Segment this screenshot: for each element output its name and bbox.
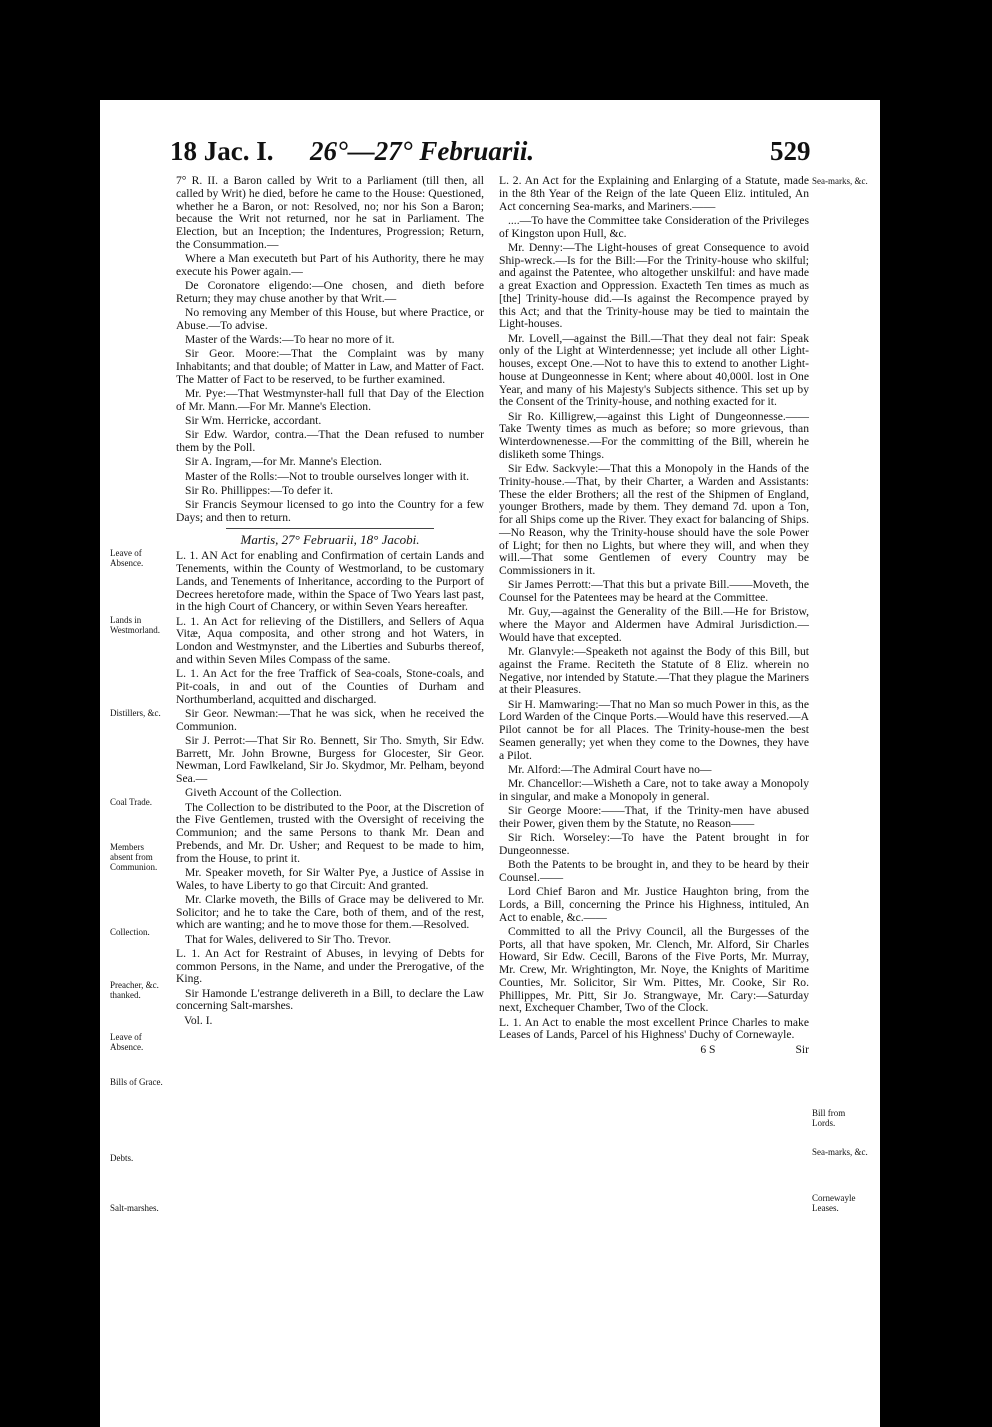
paragraph: Sir A. Ingram,—for Mr. Manne's Election.	[185, 455, 382, 469]
paragraph: Lord Chief Baron and Mr. Justice Haughton bring, from the Lords, a Bill, concerning the Prince his Highness, intituled, An Act to enable, &c.——	[499, 885, 809, 924]
document-page	[100, 100, 880, 1427]
margin-note: Lands in Westmorland.	[110, 615, 161, 635]
paragraph: Master of the Rolls:—Not to trouble ourselves longer with it.	[185, 469, 470, 483]
header-regnal-year: 18 Jac. I.	[170, 136, 274, 166]
margin-note: Distillers, &c.	[110, 708, 161, 718]
paragraph: Sir Rich. Worseley:—To have the Patent brought in for Dungeonnesse.	[499, 831, 809, 857]
catchword: Sir	[795, 1042, 809, 1056]
margin-note: Bill from Lords.	[812, 1108, 846, 1128]
margin-note: Sea-marks, &c.	[812, 176, 868, 186]
paragraph: Mr. Glanvyle:—Speaketh not against the Body of this Bill, but against the Frame. Reciteth the Statute of 8 Eliz. wherein no Negative, nor intended by Statute.—That they plague the Mariners at their Pleasures.	[499, 645, 809, 697]
paragraph: Mr. Denny:—The Light-houses of great Consequence to avoid Ship-wreck.—Is for the Bill:—For the Trinity-house who skilful; and against the Patentee, who altogether unskilful: and have made a great Exaction and Oppression. Exacteth Ten times as much as [the] Trinity-house did.—Is against the Recompence prayed by this Act; and that the Trinity-house may be tied to maintain the Light-houses.	[499, 240, 809, 331]
paragraph: The Collection to be distributed to the Poor, at the Discretion of the Five Gentlemen, trusted with the Oversight of receiving the Communion; and the same Persons to thank Mr. Dean and Prebends, and Mr. Dr. Usher; and Request to be made to him, from the House, to print it.	[176, 800, 484, 865]
margin-note: Coal Trade.	[110, 797, 153, 807]
paragraph: Giveth Account of the Collection.	[185, 786, 342, 800]
paragraph: That for Wales, delivered to Sir Tho. Trevor.	[185, 932, 392, 946]
paragraph: Sir Wm. Herricke, accordant.	[185, 414, 322, 427]
paragraph: Where a Man executeth but Part of his Authority, there he may execute his Power again.—	[176, 252, 484, 278]
paragraph: Mr. Lovell,—against the Bill.—That they deal not fair: Speak only of the Light at Winterdennesse; yet include all other Light-houses, except One.—Not to have this to extend to another Light-house at Dungeonnesse in Kent; where about 40,000l. lost in One Year, and many of his Majesty's Subjects sithence. This set up by the Consent of the Trinity-house, and nothing exacted for it.	[499, 331, 809, 409]
margin-note: Bills of Grace.	[110, 1077, 163, 1087]
bill-paragraph: L. 2. An Act for the Explaining and Enlarging of a Statute, made in the 8th Year of the Reign of the late Queen Eliz. intituled, An Act concerning Sea-marks, and Mariners.——	[499, 174, 809, 213]
page-number: 529	[770, 136, 811, 166]
signature-mark: 6 S	[700, 1042, 716, 1056]
paragraph: De Coronatore eligendo:—One chosen, and dieth before Return; they may chuse another by that Writ.—	[176, 279, 484, 305]
paragraph: Sir Edw. Sackvyle:—That this a Monopoly in the Hands of the Trinity-house.—That, by their Charter, a Warden and Assistants: These the elder Brothers; all the rest of the Shipmen of England, younger Brothers, made by them. They demand 7d. upon a Ton, for all Ships come up the River. They exact for balancing of Ships.—No Reason, why the Trinity-house should have the sole Power of Light; for then no Lights, but where they will, and when they will.—That some Gentlemen of every Country may be Commissioners in it.	[499, 462, 809, 577]
paragraph: Sir James Perrott:—That this but a private Bill.——Moveth, the Counsel for the Patentees may be heard at the Committee.	[499, 578, 809, 604]
paragraph: Mr. Chancellor:—Wisheth a Care, not to take away a Monopoly in singular, and make a Monopoly in general.	[499, 777, 809, 803]
margin-note: Leave of Absence.	[110, 1032, 144, 1052]
paragraph: Sir J. Perrot:—That Sir Ro. Bennett, Sir Tho. Smyth, Sir Edw. Barrett, Mr. John Browne, Burgess for Glocester, Sir Geor. Newman, Lord Fawlkeland, Sir Jo. Skydmor, Mr. Pelham, beyond Sea.—	[176, 733, 484, 785]
paragraph: Sir Hamonde L'estrange delivereth in a Bill, to declare the Law concerning Salt-marshes.	[176, 986, 484, 1013]
bill-paragraph: L. 1. An Act for the free Traffick of Sea-coals, Stone-coals, and Pit-coals, in and out of the Counties of Durham and Northumberland, acquitted and discharged.	[176, 667, 484, 706]
paragraph: Sir Ro. Killigrew,—against this Light of Dungeonnesse.——Take Twenty times as much as before; so more grievous, than Winterdownenesse.—For the committing of the Bill, wherein he disliketh some Things.	[499, 409, 809, 461]
paragraph: No removing any Member of this House, but where Practice, or Abuse.—To advise.	[176, 306, 484, 332]
section-heading: Martis, 27° Februarii, 18° Jacobi.	[240, 531, 420, 547]
paragraph: Sir H. Mamwaring:—That no Man so much Power in this, as the Lord Warden of the Cinque Ports.—Would have this reserved.—A Pilot cannot be for all Places. The Trinity-house-men the best Seamen generally; yet when they come to the Downes, they have a Pilot.	[499, 697, 809, 762]
right-column	[499, 175, 809, 1058]
margin-note: Sea-marks, &c.	[812, 1147, 868, 1157]
paragraph: Master of the Wards:—To hear no more of it.	[185, 333, 395, 346]
signature-footer	[499, 1044, 809, 1057]
bill-paragraph: L. 1. An Act for relieving of the Distillers, and Sellers of Aqua Vitæ, Aqua composita, and other strong and hot Waters, in London and Westmynster, and the Liberties and Suburbs thereof, and within Seven Miles Compass of the same.	[176, 614, 484, 666]
paragraph: Both the Patents to be brought in, and they to be heard by their Counsel.——	[499, 858, 809, 884]
paragraph: 7° R. II. a Baron called by Writ to a Parliament (till then, all called by Writ) he died, before he came to the House: Questioned, whether he a Baron, or not: Resolved, no; nor his Son a Baron; because the Writ not returned, nor he sat in Parliament. The Election, but an Inception; the Indentures, Progression; Return, the Consummation.—	[176, 174, 484, 251]
header-date: 26°—27° Februarii.	[310, 136, 535, 166]
section-rule	[226, 528, 434, 529]
margin-note: Members absent from Communion.	[110, 842, 158, 872]
bill-paragraph: L. 1. An Act for Restraint of Abuses, in levying of Debts for common Persons, in the Name, and under the Prerogative, of the King.	[176, 946, 484, 986]
paragraph: Sir Geor. Newman:—That he was sick, when he received the Communion.	[176, 706, 484, 733]
paragraph: Mr. Guy,—against the Generality of the Bill.—He for Bristow, where the Mayor and Aldermen have Admiral Jurisdiction.—Would have that excepted.	[499, 605, 809, 644]
paragraph: Sir Ro. Phillippes:—To defer it.	[185, 483, 333, 497]
margin-note: Salt-marshes.	[110, 1203, 159, 1213]
bill-paragraph: L. 1. An Act to enable the most excellent Prince Charles to make Leases of Lands, Parcel of his Highness' Duchy of Cornewayle.	[499, 1015, 809, 1042]
left-column	[176, 175, 484, 1029]
margin-note: Preacher, &c. thanked.	[110, 980, 159, 1000]
paragraph: Committed to all the Privy Council, all the Burgesses of the Ports, all that have spoken, Mr. Clench, Mr. Alford, Sir Charles Howard, Sir Edw. Cecill, Barons of the Five Ports, Mr. Murray, Mr. Crew, Mr. Wrightington, Mr. Noye, the Knights of Maritime Counties, Mr. Solicitor, Sir Wm. Pittes, Mr. Cooke, Sir Ro. Phillippes, Mr. Pitt, Sir Jo. Strangwaye, Mr. Cary:—Saturday next, Exchequer Chamber, Two of the Clock.	[499, 924, 809, 1015]
margin-note: Leave of Absence.	[110, 548, 144, 568]
paragraph: Mr. Alford:—The Admiral Court have no—	[508, 762, 712, 776]
paragraph: Mr. Clarke moveth, the Bills of Grace may be delivered to Mr. Solicitor; and he to take the Care, both of them, and of the rest, which are wanting; and he to move those for them.—Resolved.	[176, 892, 484, 932]
paragraph: Mr. Speaker moveth, for Sir Walter Pye, a Justice of Assise in Wales, to have Liberty to go that Circuit: And granted.	[176, 865, 484, 892]
paragraph: Sir Francis Seymour licensed to go into the Country for a few Days; and then to return.	[176, 498, 484, 524]
volume-footer: Vol. I.	[184, 1013, 213, 1027]
paragraph: Sir Geor. Moore:—That the Complaint was by many Inhabitants; and that double; of Matter in Law, and Matter of Fact. The Matter of Fact to be reserved, to be further examined.	[176, 347, 485, 386]
paragraph: Sir George Moore:——That, if the Trinity-men have abused their Power, given them by the Statute, no Reason——	[499, 804, 809, 830]
bill-paragraph: L. 1. AN Act for enabling and Confirmation of certain Lands and Tenements, within the County of Westmorland, to be customary Lands, and Tenements of Inheritance, according to the Purport of Decrees heretofore made, within the Space of Two Years last past, in the high Court of Chancery, or within Seven Years hereafter.	[176, 549, 484, 614]
paragraph: ....—To have the Committee take Consideration of the Privileges of Kingston upon Hull, &c.	[499, 213, 809, 240]
margin-note: Collection.	[110, 927, 150, 937]
paragraph: Sir Edw. Wardor, contra.—That the Dean refused to number them by the Poll.	[176, 428, 484, 454]
paragraph: Mr. Pye:—That Westmynster-hall full that Day of the Election of Mr. Mann.—For Mr. Manne's Election.	[176, 387, 484, 413]
margin-note: Debts.	[110, 1153, 134, 1163]
margin-note: Cornewayle Leases.	[812, 1193, 856, 1213]
